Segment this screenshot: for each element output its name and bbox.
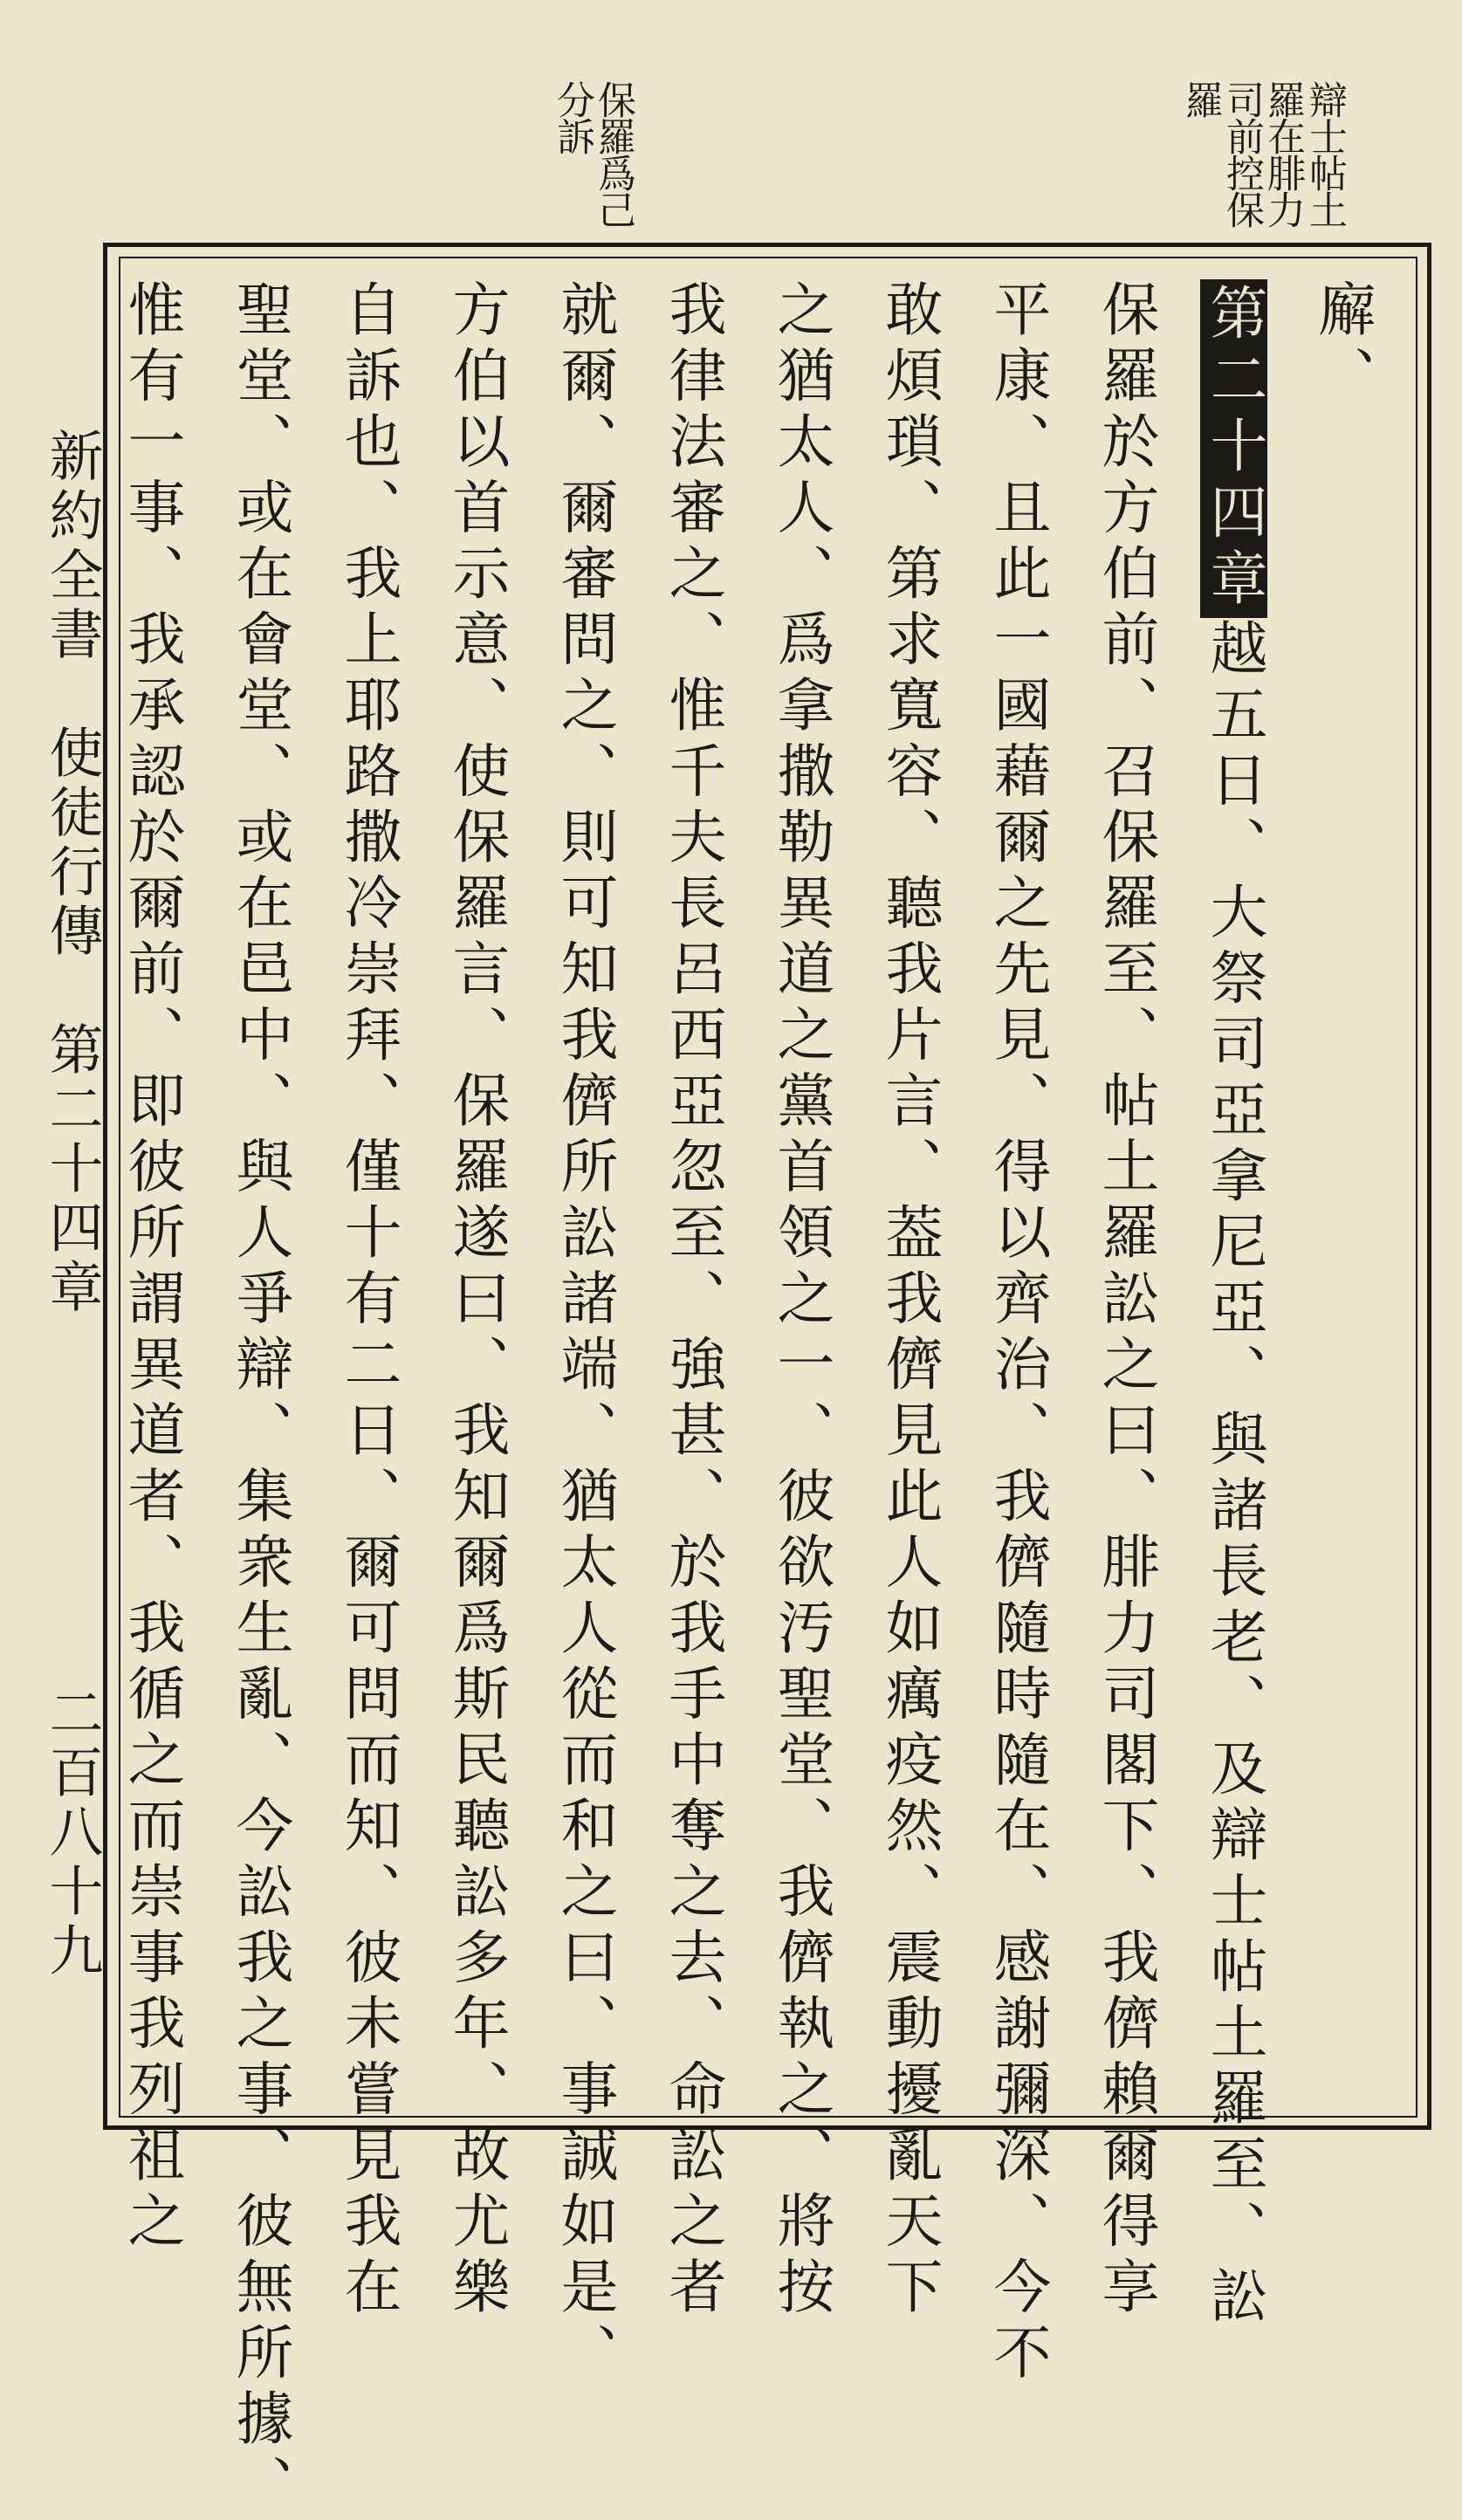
margin-note-line: 辯士帖土 xyxy=(1302,80,1347,227)
margin-note-line: 保羅爲己 xyxy=(591,80,635,227)
margin-note-line: 司前控保 xyxy=(1219,80,1264,227)
text-column xyxy=(1179,279,1287,2331)
running-header: 新約全書 使徒行傳 第二十四章 xyxy=(40,428,104,1318)
text-column: 之猶太人、爲拿撒勒異道之黨首領之一、彼欲汚聖堂、我儕執之、將按 xyxy=(767,279,834,2323)
margin-note-line: 羅在腓力 xyxy=(1260,80,1305,227)
text-column: 保羅於方伯前、召保羅至、帖土羅訟之曰、腓力司閣下、我儕賴爾得享 xyxy=(1092,279,1159,2323)
scripture-body xyxy=(118,279,1396,2520)
text-column: 就爾、爾審問之、則可知我儕所訟諸端、猶太人從而和之曰、事誠如是、 xyxy=(551,279,618,2388)
text-column: 廨、 xyxy=(1308,279,1376,411)
text-column: 平康、且此一國藉爾之先見、得以齊治、我儕隨時隨在、感謝彌深、今不 xyxy=(984,279,1051,2388)
chapter-heading: 第二十四章 xyxy=(1200,279,1267,618)
verse-text: 越五日、大祭司亞拿尼亞、與諸長老、及辯士帖土羅至、訟 xyxy=(1200,618,1267,2331)
text-column: 惟有一事、我承認於爾前、即彼所謂異道者、我循之而崇事我列祖之 xyxy=(118,279,185,2256)
text-column: 自訴也、我上耶路撒冷崇拜、僅十有二日、爾可問而知、彼未嘗見我在 xyxy=(334,279,402,2323)
text-column: 敢煩瑣、第求寬容、聽我片言、葢我儕見此人如癘疫然、震動擾亂天下 xyxy=(875,279,943,2323)
margin-note-line: 羅 xyxy=(1178,80,1223,117)
text-column: 聖堂、或在會堂、或在邑中、與人爭辯、集衆生亂、今訟我之事、彼無所據、 xyxy=(226,279,293,2520)
text-column: 方伯以首示意、使保羅言、保羅遂曰、我知爾爲斯民聽訟多年、故尤樂 xyxy=(443,279,510,2323)
text-column: 我律法審之、惟千夫長呂西亞忽至、強甚、於我手中奪之去、命訟之者 xyxy=(659,279,726,2323)
margin-note-line: 分訴 xyxy=(550,80,594,154)
page-number: 二百八十九 xyxy=(40,1685,104,1981)
